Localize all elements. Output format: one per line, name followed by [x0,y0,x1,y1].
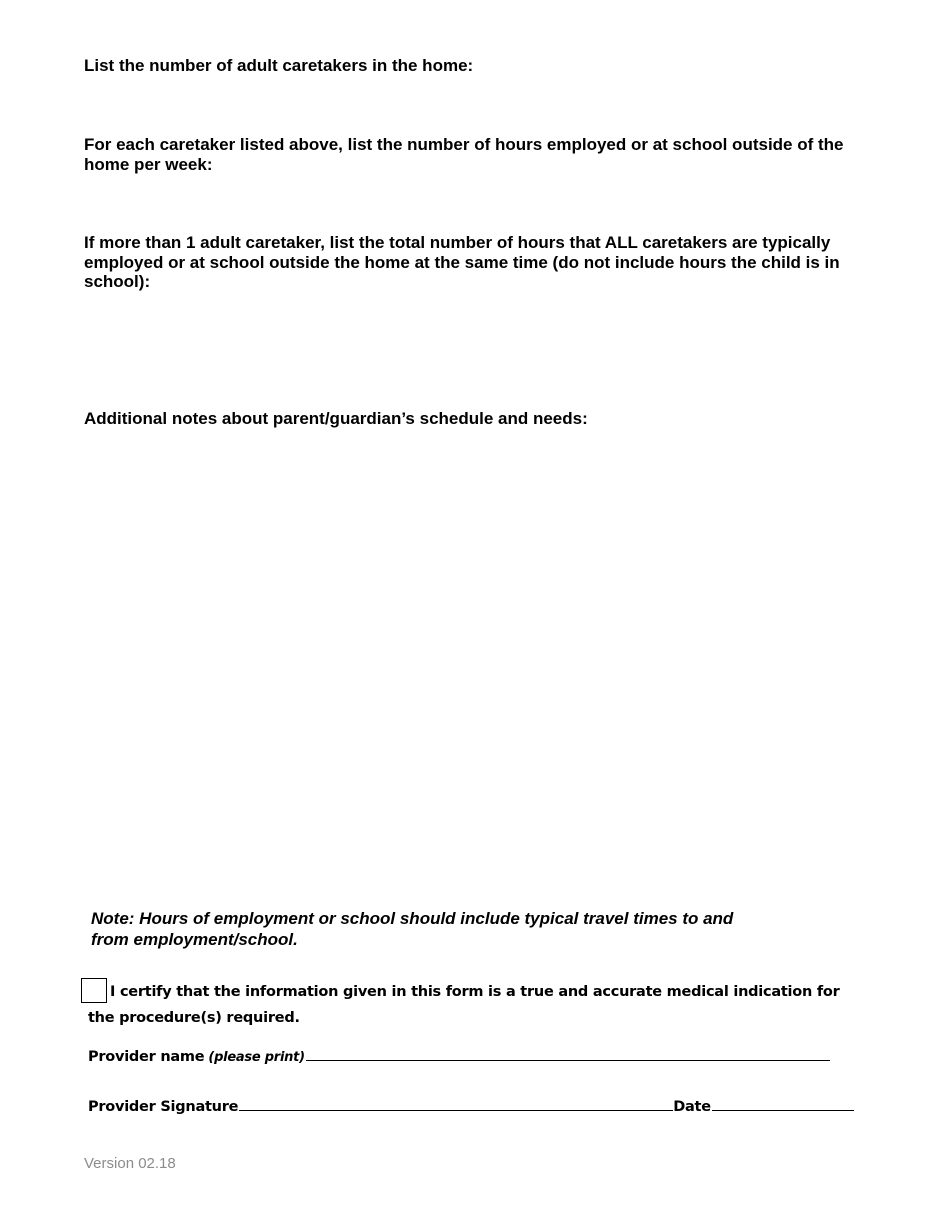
question-hours-all-caretakers: If more than 1 adult caretaker, list the total number of hours that ALL caretakers are typically employed or at school outside the home at the same time (do not include hours the child is in school): [84,233,840,291]
certification-text: I certify that the information given in this form is a true and accurate medical indication for the procedure(s) required. [88,984,840,1026]
provider-signature-row [88,1096,854,1117]
date-label: Date [673,1099,711,1115]
provider-name-hint: (please print) [208,1050,305,1065]
provider-name-row [88,1046,830,1068]
question-hours-each-caretaker: For each caretaker listed above, list the number of hours employed or at school outside of the home per week: [84,135,844,174]
provider-signature-field[interactable] [239,1096,673,1111]
date-field[interactable] [712,1096,854,1111]
question-additional-notes: Additional notes about parent/guardian’s schedule and needs: [84,409,588,428]
provider-signature-label: Provider Signature [88,1099,239,1115]
travel-time-note: Note: Hours of employment or school should include typical travel times to and from employment/school. [91,909,734,949]
version-footer: Version 02.18 [84,1155,176,1172]
question-adult-caretakers: List the number of adult caretakers in the home: [84,56,474,75]
provider-name-field[interactable] [306,1046,830,1061]
provider-name-label: Provider name [88,1049,205,1065]
